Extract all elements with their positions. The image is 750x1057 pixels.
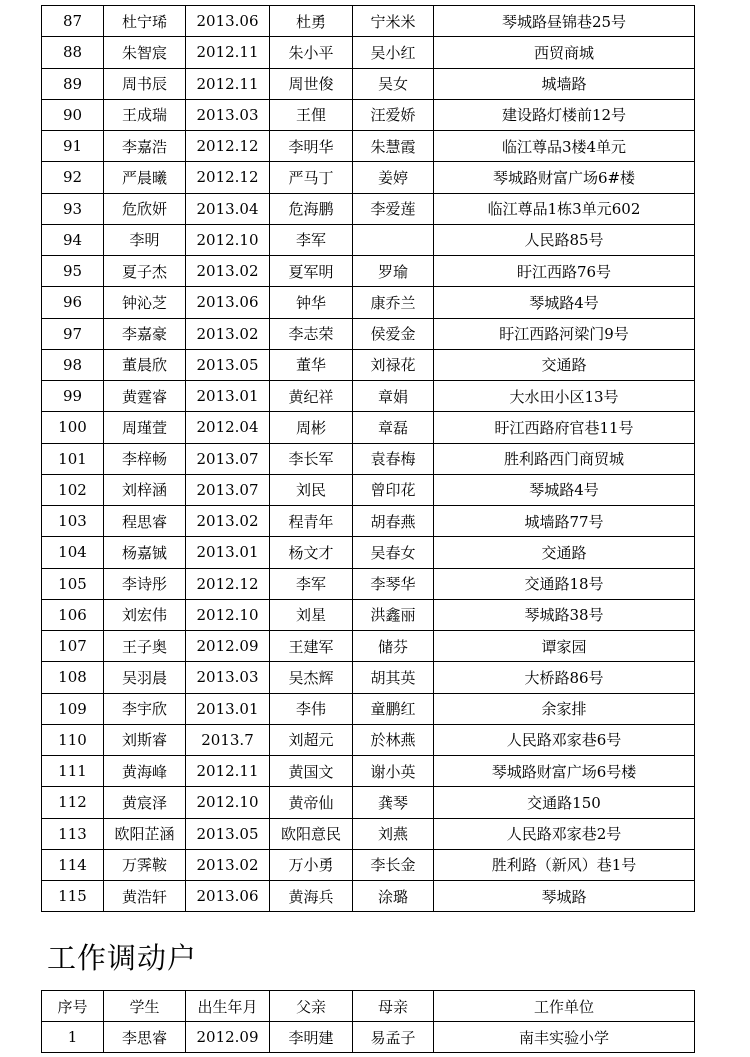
mother-name-cell: 童鹏红 <box>353 693 434 724</box>
address-cell: 大桥路86号 <box>434 662 695 693</box>
table-row <box>42 568 695 599</box>
birth-date-cell: 2012.12 <box>186 162 270 193</box>
mother-name-cell: 胡春燕 <box>353 506 434 537</box>
birth-date-cell: 2012.10 <box>186 224 270 255</box>
table-row <box>42 349 695 380</box>
birth-date-cell: 2012.04 <box>186 412 270 443</box>
student-name-cell: 李诗彤 <box>104 568 186 599</box>
father-name-cell: 欧阳意民 <box>270 818 353 849</box>
student-name-cell: 程思睿 <box>104 506 186 537</box>
address-cell: 余家排 <box>434 693 695 724</box>
row-number-cell: 113 <box>42 818 104 849</box>
student-name-cell: 朱智宸 <box>104 37 186 68</box>
father-name-cell: 董华 <box>270 349 353 380</box>
table-row <box>42 756 695 787</box>
father-name-cell: 吴杰辉 <box>270 662 353 693</box>
father-name-cell: 周彬 <box>270 412 353 443</box>
row-number-cell: 100 <box>42 412 104 443</box>
father-name-cell: 严马丁 <box>270 162 353 193</box>
student-name-cell: 吴羽晨 <box>104 662 186 693</box>
table-row <box>42 256 695 287</box>
birth-date-cell: 2013.02 <box>186 256 270 287</box>
birth-date-cell: 2012.12 <box>186 131 270 162</box>
birth-date-cell: 2012.09 <box>186 631 270 662</box>
table-row <box>42 881 695 912</box>
row-number-cell: 90 <box>42 99 104 130</box>
father-name-cell: 程青年 <box>270 506 353 537</box>
table-row <box>42 131 695 162</box>
address-cell: 临江尊品1栋3单元602 <box>434 193 695 224</box>
table-row <box>42 68 695 99</box>
student-name-cell: 危欣妍 <box>104 193 186 224</box>
row-number-cell: 110 <box>42 724 104 755</box>
row-number-cell: 87 <box>42 6 104 37</box>
table-row <box>42 787 695 818</box>
address-cell: 人民路85号 <box>434 224 695 255</box>
row-number-cell: 96 <box>42 287 104 318</box>
birth-date-cell: 2012.10 <box>186 787 270 818</box>
birth-date-cell: 2012.10 <box>186 599 270 630</box>
student-name-cell: 黄浩轩 <box>104 881 186 912</box>
address-cell: 琴城路财富广场6#楼 <box>434 162 695 193</box>
student-name-cell: 夏子杰 <box>104 256 186 287</box>
student-name-cell: 李嘉豪 <box>104 318 186 349</box>
birth-date-cell: 2013.03 <box>186 99 270 130</box>
row-number-cell: 101 <box>42 443 104 474</box>
birth-date-cell: 2013.04 <box>186 193 270 224</box>
table-row <box>42 631 695 662</box>
column-header-row-number: 序号 <box>42 991 104 1022</box>
birth-date-cell: 2013.02 <box>186 318 270 349</box>
mother-name-cell: 朱慧霞 <box>353 131 434 162</box>
address-cell: 琴城路昼锦巷25号 <box>434 6 695 37</box>
father-name-cell: 李长军 <box>270 443 353 474</box>
student-name-cell: 李明 <box>104 224 186 255</box>
birth-date-cell: 2013.01 <box>186 693 270 724</box>
mother-name-cell: 龚琴 <box>353 787 434 818</box>
table-row <box>42 599 695 630</box>
address-cell: 建设路灯楼前12号 <box>434 99 695 130</box>
father-name-cell: 李军 <box>270 568 353 599</box>
mother-name-cell: 谢小英 <box>353 756 434 787</box>
student-name-cell: 周书辰 <box>104 68 186 99</box>
birth-date-cell: 2012.11 <box>186 68 270 99</box>
address-cell: 交通路18号 <box>434 568 695 599</box>
address-cell: 西贸商城 <box>434 37 695 68</box>
father-name-cell: 钟华 <box>270 287 353 318</box>
student-name-cell: 周瑾萱 <box>104 412 186 443</box>
father-name-cell: 夏军明 <box>270 256 353 287</box>
father-name-cell: 杨文才 <box>270 537 353 568</box>
table-row <box>42 474 695 505</box>
table-row <box>42 6 695 37</box>
table-row <box>42 381 695 412</box>
table-row <box>42 849 695 880</box>
birth-date-cell: 2013.06 <box>186 6 270 37</box>
section-title: 工作调动户 <box>47 941 198 975</box>
student-name-cell: 欧阳芷涵 <box>104 818 186 849</box>
row-number-cell: 109 <box>42 693 104 724</box>
student-name-cell: 李梓畅 <box>104 443 186 474</box>
row-number-cell: 92 <box>42 162 104 193</box>
birth-date-cell: 2013.02 <box>186 849 270 880</box>
table-row <box>42 443 695 474</box>
birth-date-cell: 2013.01 <box>186 381 270 412</box>
birth-date-cell: 2013.03 <box>186 662 270 693</box>
address-cell: 胜利路（新风）巷1号 <box>434 849 695 880</box>
father-name-cell: 朱小平 <box>270 37 353 68</box>
table-row <box>42 537 695 568</box>
address-cell: 胜利路西门商贸城 <box>434 443 695 474</box>
address-cell: 临江尊品3楼4单元 <box>434 131 695 162</box>
father-name-cell: 危海鹏 <box>270 193 353 224</box>
mother-name-cell: 侯爱金 <box>353 318 434 349</box>
father-name-cell: 刘星 <box>270 599 353 630</box>
row-number-cell: 102 <box>42 474 104 505</box>
row-number-cell: 1 <box>42 1022 104 1053</box>
student-name-cell: 李嘉浩 <box>104 131 186 162</box>
father-name-cell: 黄海兵 <box>270 881 353 912</box>
table-row <box>42 37 695 68</box>
table-row <box>42 724 695 755</box>
mother-name-cell: 汪爱娇 <box>353 99 434 130</box>
mother-name-cell: 康乔兰 <box>353 287 434 318</box>
student-name-cell: 严晨曦 <box>104 162 186 193</box>
student-table <box>41 5 695 912</box>
father-name-cell: 李明建 <box>270 1022 353 1053</box>
table-row <box>42 224 695 255</box>
row-number-cell: 106 <box>42 599 104 630</box>
address-cell: 城墙路77号 <box>434 506 695 537</box>
row-number-cell: 95 <box>42 256 104 287</box>
father-name-cell: 刘民 <box>270 474 353 505</box>
birth-date-cell: 2013.01 <box>186 537 270 568</box>
address-cell: 大水田小区13号 <box>434 381 695 412</box>
table-row <box>42 1022 695 1053</box>
mother-name-cell: 胡其英 <box>353 662 434 693</box>
row-number-cell: 91 <box>42 131 104 162</box>
father-name-cell: 李志荣 <box>270 318 353 349</box>
student-name-cell: 黄霆睿 <box>104 381 186 412</box>
father-name-cell: 李军 <box>270 224 353 255</box>
mother-name-cell: 李长金 <box>353 849 434 880</box>
address-cell: 人民路邓家巷2号 <box>434 818 695 849</box>
address-cell: 琴城路财富广场6号楼 <box>434 756 695 787</box>
column-header-address: 工作单位 <box>434 991 695 1022</box>
row-number-cell: 105 <box>42 568 104 599</box>
row-number-cell: 103 <box>42 506 104 537</box>
table-row <box>42 412 695 443</box>
mother-name-cell: 章磊 <box>353 412 434 443</box>
table-row <box>42 193 695 224</box>
mother-name-cell: 宁米米 <box>353 6 434 37</box>
work-table-body <box>42 1022 695 1053</box>
mother-name-cell: 吴女 <box>353 68 434 99</box>
table-row <box>42 99 695 130</box>
student-name-cell: 王子奥 <box>104 631 186 662</box>
father-name-cell: 黄纪祥 <box>270 381 353 412</box>
column-header-birth-date: 出生年月 <box>186 991 270 1022</box>
mother-name-cell: 姜婷 <box>353 162 434 193</box>
father-name-cell: 黄国文 <box>270 756 353 787</box>
student-name-cell: 万霁鞍 <box>104 849 186 880</box>
mother-name-cell <box>353 224 434 255</box>
table-row <box>42 818 695 849</box>
address-cell: 交通路 <box>434 537 695 568</box>
birth-date-cell: 2013.05 <box>186 818 270 849</box>
row-number-cell: 107 <box>42 631 104 662</box>
row-number-cell: 99 <box>42 381 104 412</box>
table-row <box>42 506 695 537</box>
address-cell: 交通路 <box>434 349 695 380</box>
mother-name-cell: 刘禄花 <box>353 349 434 380</box>
father-name-cell: 李明华 <box>270 131 353 162</box>
mother-name-cell: 涂璐 <box>353 881 434 912</box>
student-name-cell: 李宇欣 <box>104 693 186 724</box>
student-table-body <box>42 6 695 912</box>
address-cell: 盱江西路府官巷11号 <box>434 412 695 443</box>
mother-name-cell: 洪鑫丽 <box>353 599 434 630</box>
student-name-cell: 黄宸泽 <box>104 787 186 818</box>
student-name-cell: 董晨欣 <box>104 349 186 380</box>
student-name-cell: 刘梓涵 <box>104 474 186 505</box>
student-name-cell: 李思睿 <box>104 1022 186 1053</box>
student-name-cell: 刘宏伟 <box>104 599 186 630</box>
father-name-cell: 杜勇 <box>270 6 353 37</box>
mother-name-cell: 於林燕 <box>353 724 434 755</box>
birth-date-cell: 2013.07 <box>186 474 270 505</box>
table-row <box>42 662 695 693</box>
row-number-cell: 111 <box>42 756 104 787</box>
address-cell: 交通路150 <box>434 787 695 818</box>
row-number-cell: 89 <box>42 68 104 99</box>
mother-name-cell: 刘燕 <box>353 818 434 849</box>
mother-name-cell: 吴春女 <box>353 537 434 568</box>
row-number-cell: 104 <box>42 537 104 568</box>
address-cell: 人民路邓家巷6号 <box>434 724 695 755</box>
birth-date-cell: 2013.06 <box>186 287 270 318</box>
birth-date-cell: 2013.05 <box>186 349 270 380</box>
address-cell: 琴城路 <box>434 881 695 912</box>
address-cell: 琴城路4号 <box>434 474 695 505</box>
table-row <box>42 693 695 724</box>
mother-name-cell: 曾印花 <box>353 474 434 505</box>
address-cell: 城墙路 <box>434 68 695 99</box>
table-row <box>42 318 695 349</box>
father-name-cell: 周世俊 <box>270 68 353 99</box>
column-header-student-name: 学生 <box>104 991 186 1022</box>
table-row <box>42 287 695 318</box>
student-name-cell: 钟沁芝 <box>104 287 186 318</box>
mother-name-cell: 章娟 <box>353 381 434 412</box>
father-name-cell: 王俚 <box>270 99 353 130</box>
birth-date-cell: 2013.02 <box>186 506 270 537</box>
birth-date-cell: 2013.7 <box>186 724 270 755</box>
father-name-cell: 王建军 <box>270 631 353 662</box>
work-table-header <box>42 991 695 1022</box>
birth-date-cell: 2012.09 <box>186 1022 270 1053</box>
father-name-cell: 万小勇 <box>270 849 353 880</box>
birth-date-cell: 2012.11 <box>186 756 270 787</box>
address-cell: 盱江西路76号 <box>434 256 695 287</box>
address-cell: 南丰实验小学 <box>434 1022 695 1053</box>
mother-name-cell: 李爱莲 <box>353 193 434 224</box>
row-number-cell: 94 <box>42 224 104 255</box>
row-number-cell: 93 <box>42 193 104 224</box>
row-number-cell: 88 <box>42 37 104 68</box>
address-cell: 谭家园 <box>434 631 695 662</box>
mother-name-cell: 易孟子 <box>353 1022 434 1053</box>
row-number-cell: 114 <box>42 849 104 880</box>
work-transfer-table <box>41 990 695 1053</box>
row-number-cell: 97 <box>42 318 104 349</box>
father-name-cell: 李伟 <box>270 693 353 724</box>
mother-name-cell: 吴小红 <box>353 37 434 68</box>
column-header-father-name: 父亲 <box>270 991 353 1022</box>
mother-name-cell: 储芬 <box>353 631 434 662</box>
column-header-mother-name: 母亲 <box>353 991 434 1022</box>
address-cell: 琴城路38号 <box>434 599 695 630</box>
mother-name-cell: 罗瑜 <box>353 256 434 287</box>
row-number-cell: 108 <box>42 662 104 693</box>
table-row <box>42 162 695 193</box>
birth-date-cell: 2012.11 <box>186 37 270 68</box>
address-cell: 琴城路4号 <box>434 287 695 318</box>
student-name-cell: 杜宁琋 <box>104 6 186 37</box>
student-name-cell: 王成瑞 <box>104 99 186 130</box>
student-name-cell: 刘斯睿 <box>104 724 186 755</box>
father-name-cell: 黄帝仙 <box>270 787 353 818</box>
row-number-cell: 98 <box>42 349 104 380</box>
mother-name-cell: 李琴华 <box>353 568 434 599</box>
row-number-cell: 115 <box>42 881 104 912</box>
father-name-cell: 刘超元 <box>270 724 353 755</box>
birth-date-cell: 2013.07 <box>186 443 270 474</box>
student-name-cell: 杨嘉铖 <box>104 537 186 568</box>
birth-date-cell: 2013.06 <box>186 881 270 912</box>
birth-date-cell: 2012.12 <box>186 568 270 599</box>
address-cell: 盱江西路河梁门9号 <box>434 318 695 349</box>
student-name-cell: 黄海峰 <box>104 756 186 787</box>
mother-name-cell: 袁春梅 <box>353 443 434 474</box>
row-number-cell: 112 <box>42 787 104 818</box>
